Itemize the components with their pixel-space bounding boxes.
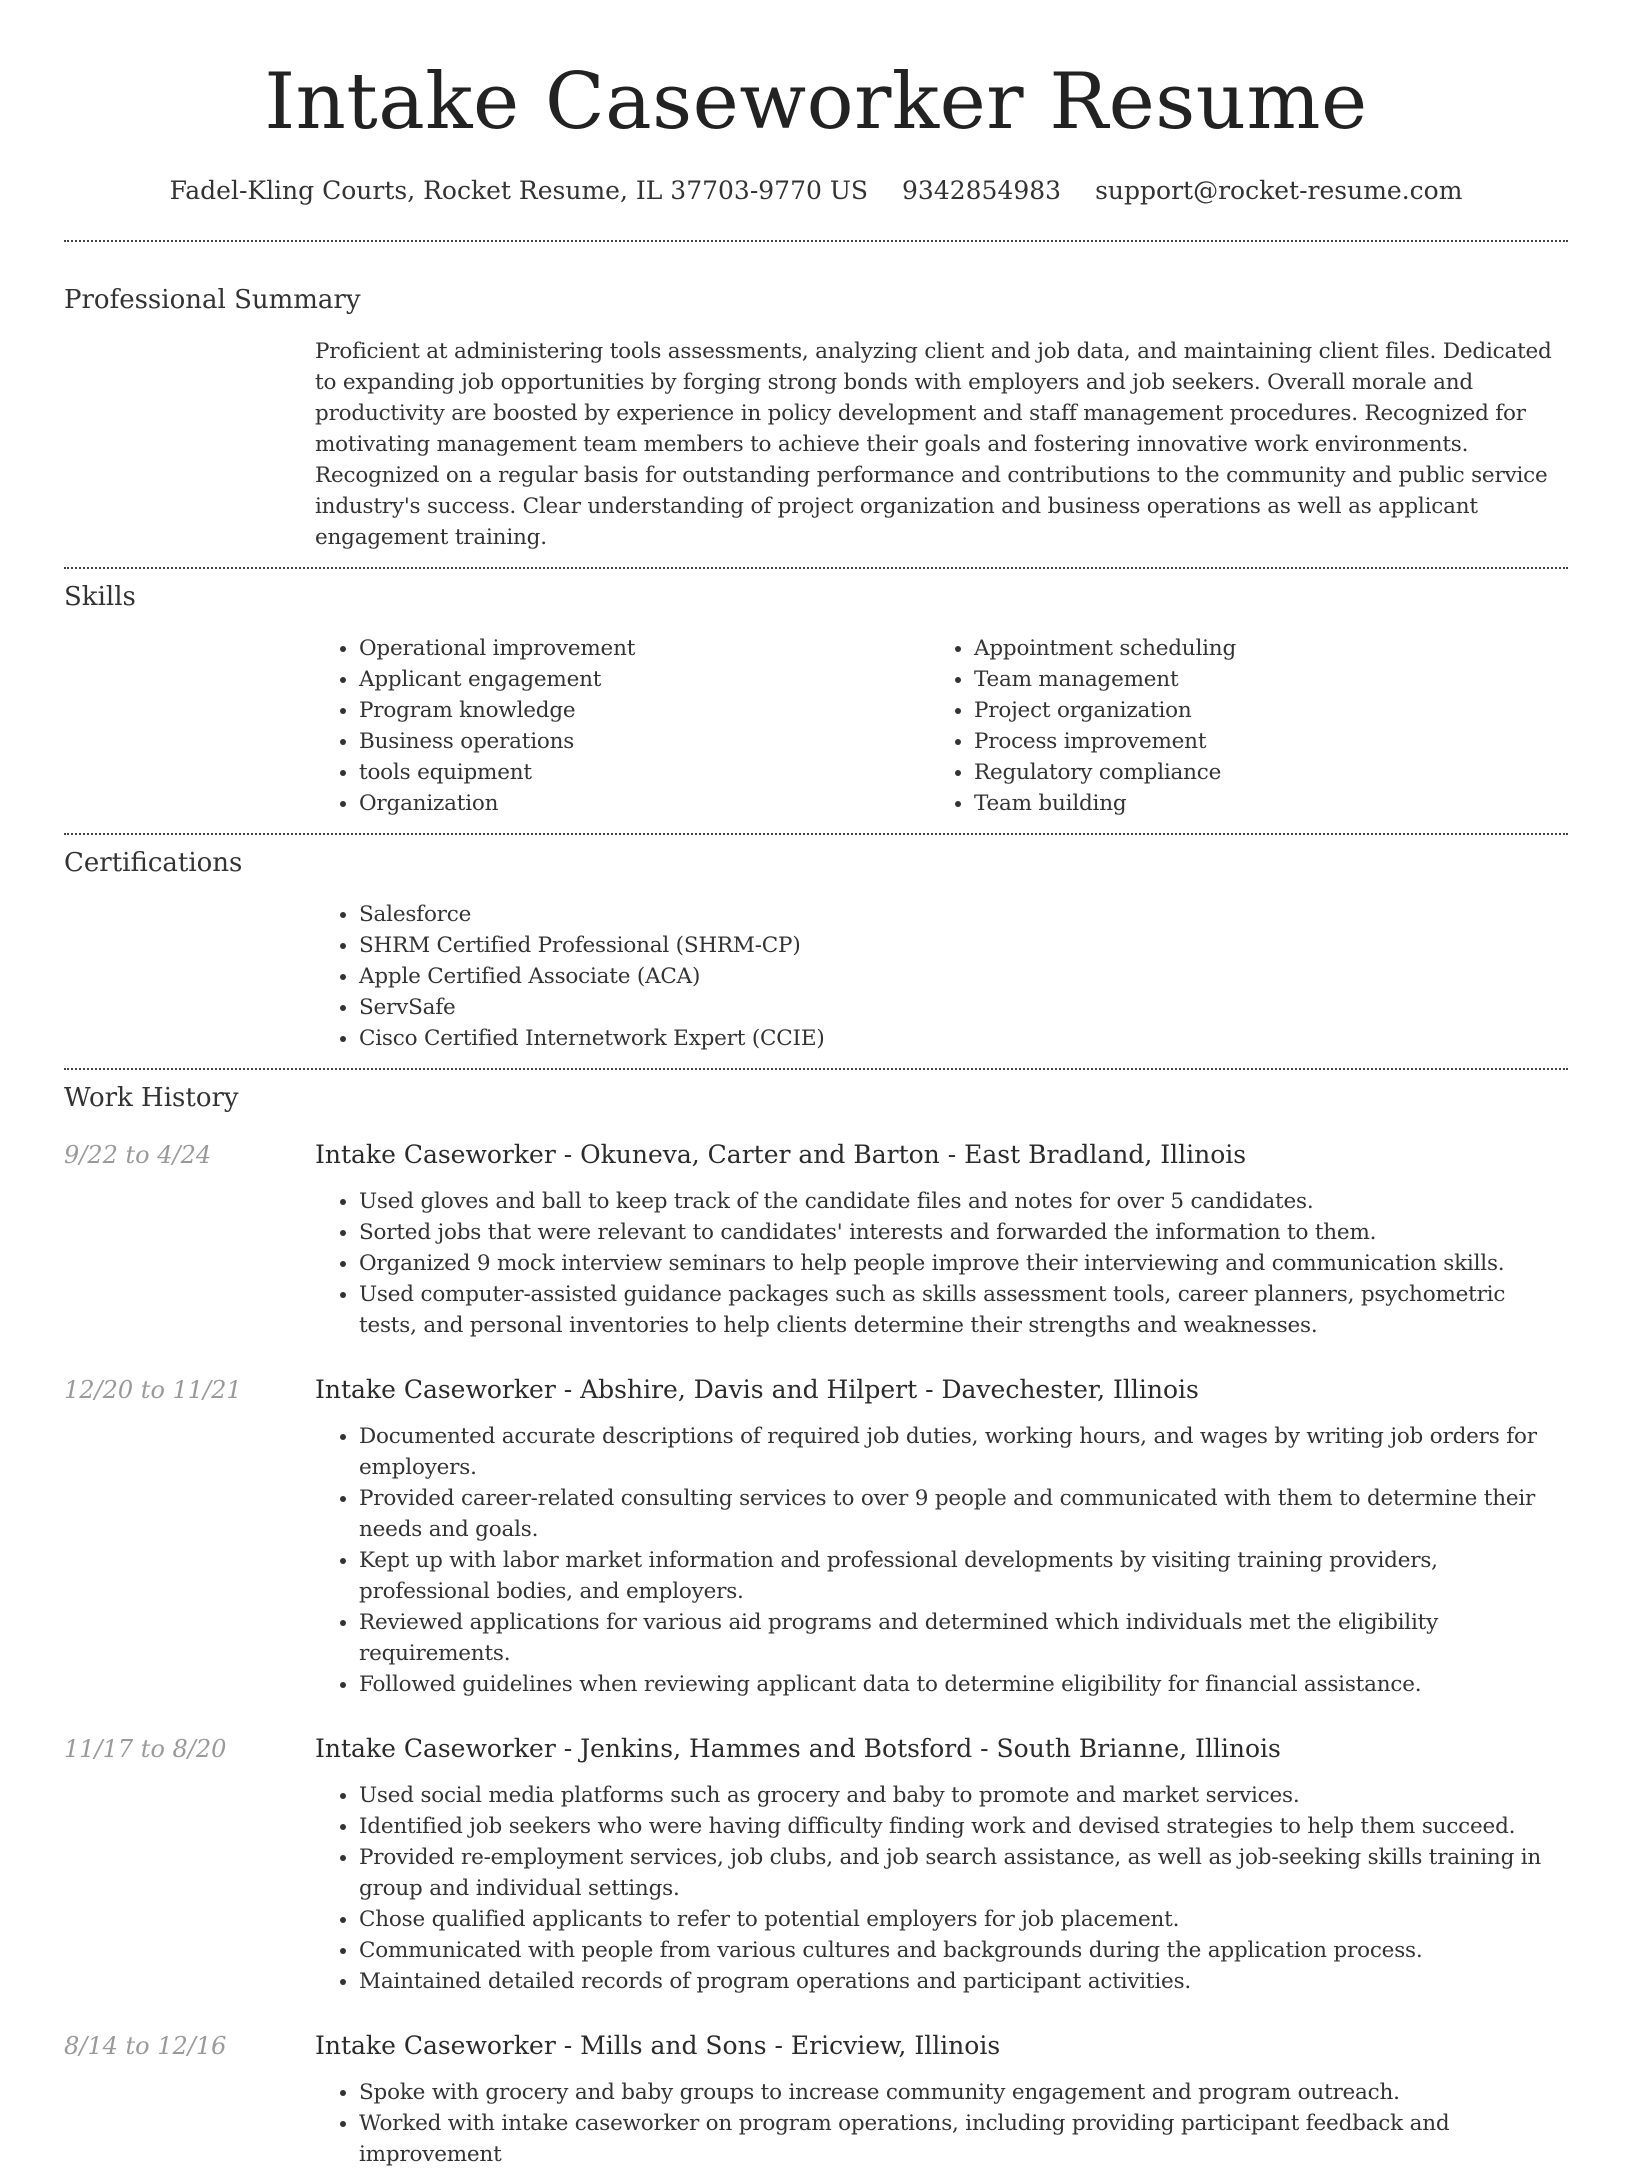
job-entry [64, 1138, 1568, 1341]
certification-item: • SHRM Certified Professional (SHRM-CP) [359, 930, 1568, 961]
skills-right-list [930, 633, 1568, 819]
skills-heading: Skills [64, 582, 136, 612]
certifications-heading: Certifications [64, 848, 243, 878]
job-header [64, 1732, 1568, 1766]
job-bullet: • Provided re-employment services, job clubs, and job search assistance, as well as job-seeking skills training in group and individual settings. [359, 1842, 1568, 1904]
job-bullet: • Used social media platforms such as grocery and baby to promote and market services. [359, 1780, 1568, 1811]
contact-email: support@rocket-resume.com [1095, 176, 1463, 205]
certification-item: • Salesforce [359, 899, 1568, 930]
skill-item: • Appointment scheduling [974, 633, 1568, 664]
job-dates: 9/22 to 4/24 [64, 1141, 212, 1169]
job-entry [64, 2029, 1568, 2170]
job-bullet: • Communicated with people from various cultures and backgrounds during the application process. [359, 1935, 1568, 1966]
job-title: Intake Caseworker - Mills and Sons - Ericview, Illinois [315, 2031, 1001, 2060]
job-title: Intake Caseworker - Abshire, Davis and Hilpert - Davechester, Illinois [315, 1375, 1199, 1404]
summary-text: Proficient at administering tools assessments, analyzing client and job data, and maintaining client files. Dedicated to expanding job opportunities by forging strong bonds with employers and job seekers. Overall morale and productivity are boosted by experience in policy development and staff management procedures. Recognized for motivating management team members to achieve their goals and fostering innovative work environments. Recognized on a regular basis for outstanding performance and contributions to the community and public service industry's success. Clear understanding of project organization and business operations as well as applicant engagement training. [315, 339, 1552, 550]
job-bullet-list [315, 1421, 1568, 1700]
job-dates: 12/20 to 11/21 [64, 1376, 242, 1404]
job-bullet: • Reviewed applications for various aid programs and determined which individuals met the eligibility requirements. [359, 1607, 1568, 1669]
skill-item: • Program knowledge [359, 695, 930, 726]
contact-phone: 9342854983 [902, 176, 1062, 205]
skill-item: • Operational improvement [359, 633, 930, 664]
certification-item: • Cisco Certified Internetwork Expert (CCIE) [359, 1023, 1568, 1054]
skills-section [0, 569, 1632, 819]
skill-item: • Process improvement [974, 726, 1568, 757]
certifications-list [315, 899, 1568, 1054]
job-bullet: • Organized 9 mock interview seminars to help people improve their interviewing and communication skills. [359, 1248, 1568, 1279]
job-header [64, 1138, 1568, 1172]
job-bullet: • Followed guidelines when reviewing applicant data to determine eligibility for financial assistance. [359, 1669, 1568, 1700]
job-title: Intake Caseworker - Okuneva, Carter and Barton - East Bradland, Illinois [315, 1140, 1247, 1169]
job-bullet: • Provided career-related consulting services to over 9 people and communicated with them to determine their needs and goals. [359, 1483, 1568, 1545]
job-bullet-list [315, 1780, 1568, 1997]
job-bullet: • Identified job seekers who were having difficulty finding work and devised strategies to help them succeed. [359, 1811, 1568, 1842]
job-bullet-list [315, 1186, 1568, 1341]
job-bullet: • Used computer-assisted guidance packages such as skills assessment tools, career planners, psychometric tests, and personal inventories to help clients determine their strengths and weaknesses. [359, 1279, 1568, 1341]
resume-title: Intake Caseworker Resume [264, 57, 1368, 147]
skill-item: • tools equipment [359, 757, 930, 788]
job-bullet: • Documented accurate descriptions of required job duties, working hours, and wages by writing job orders for employers. [359, 1421, 1568, 1483]
job-bullet: • Used gloves and ball to keep track of the candidate files and notes for over 5 candidates. [359, 1186, 1568, 1217]
certifications-section [0, 835, 1632, 1054]
summary-heading: Professional Summary [64, 285, 361, 315]
job-title: Intake Caseworker - Jenkins, Hammes and Botsford - South Brianne, Illinois [315, 1734, 1281, 1763]
skill-item: • Team building [974, 788, 1568, 819]
skill-item: • Applicant engagement [359, 664, 930, 695]
job-dates: 8/14 to 12/16 [64, 2032, 227, 2060]
job-bullet-list [315, 2077, 1568, 2170]
skills-grid [315, 633, 1568, 819]
skill-item: • Organization [359, 788, 930, 819]
skill-item: • Team management [974, 664, 1568, 695]
skills-left-list [315, 633, 930, 819]
work-history-section [0, 1070, 1632, 2170]
job-bullet: • Sorted jobs that were relevant to candidates' interests and forwarded the information to them. [359, 1217, 1568, 1248]
certification-item: • ServSafe [359, 992, 1568, 1023]
job-header [64, 1373, 1568, 1407]
contact-line [0, 174, 1632, 208]
skill-item: • Project organization [974, 695, 1568, 726]
job-entry [64, 1373, 1568, 1700]
skill-item: • Business operations [359, 726, 930, 757]
certification-item: • Apple Certified Associate (ACA) [359, 961, 1568, 992]
job-bullet: • Kept up with labor market information and professional developments by visiting training providers, professional bodies, and employers. [359, 1545, 1568, 1607]
job-bullet: • Chose qualified applicants to refer to potential employers for job placement. [359, 1904, 1568, 1935]
job-bullet: • Spoke with grocery and baby groups to increase community engagement and program outreach. [359, 2077, 1568, 2108]
work-history-heading: Work History [64, 1083, 239, 1113]
job-bullet: • Worked with intake caseworker on program operations, including providing participant feedback and improvement [359, 2108, 1568, 2170]
job-entry [64, 1732, 1568, 1997]
contact-address: Fadel-Kling Courts, Rocket Resume, IL 37703-9770 US [169, 176, 869, 205]
skill-item: • Regulatory compliance [974, 757, 1568, 788]
summary-section [0, 242, 1632, 553]
job-dates: 11/17 to 8/20 [64, 1735, 227, 1763]
job-bullet: • Maintained detailed records of program operations and participant activities. [359, 1966, 1568, 1997]
job-header [64, 2029, 1568, 2063]
job-list [64, 1138, 1568, 2170]
